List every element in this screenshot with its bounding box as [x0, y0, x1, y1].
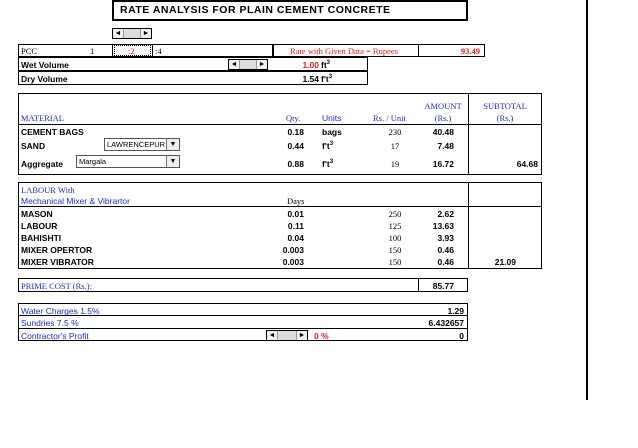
- divider: [112, 44, 113, 57]
- ratio-b[interactable]: :2: [128, 46, 135, 56]
- labour-name: MASON: [21, 209, 53, 219]
- subtotal-header-unit: (Rs.): [496, 113, 514, 123]
- contractor-profit-value: 0: [459, 331, 464, 341]
- material-unit: $f't^3$: [322, 158, 334, 169]
- spin-track[interactable]: [278, 331, 296, 340]
- sand-source-select[interactable]: [104, 138, 180, 151]
- chevron-down-icon[interactable]: ▼: [166, 139, 179, 150]
- labour-days: 0.003: [282, 257, 304, 267]
- labour-amount: 13.63: [432, 221, 454, 231]
- given-data-label: Rate with Given Data = Rupees: [290, 46, 398, 56]
- wet-volume-value: 1.00: [302, 60, 319, 70]
- material-qty: 0.18: [287, 127, 304, 137]
- labour-days: 0.04: [287, 233, 304, 243]
- pcc-label: PCC: [21, 46, 38, 56]
- labour-header-underline: [18, 206, 542, 207]
- divider: [152, 44, 153, 57]
- labour-title: LABOUR With: [21, 185, 75, 195]
- ratio-c: :4: [155, 46, 162, 56]
- labour-amount: 2.62: [437, 209, 454, 219]
- contractor-profit-label: Contractor's Profit: [21, 331, 89, 341]
- material-rate: 19: [390, 159, 400, 169]
- material-name: SAND: [21, 141, 46, 151]
- header-underline: [18, 124, 542, 125]
- material-rate: 17: [390, 141, 400, 151]
- material-amount: 7.48: [437, 141, 454, 151]
- material-name: CEMENT BAGS: [21, 127, 84, 137]
- labour-amount: 3.93: [437, 233, 454, 243]
- labour-name: MIXER OPERTOR: [21, 245, 93, 255]
- spin-left-icon[interactable]: ◄: [113, 29, 124, 38]
- labour-rate: 150: [388, 245, 402, 255]
- material-amount: 40.48: [432, 127, 454, 137]
- labour-name: LABOUR: [21, 221, 58, 231]
- labour-name: MIXER VIBRATOR: [21, 257, 94, 267]
- subtotal-divider: [468, 182, 469, 269]
- subtotal-header: SUBTOTAL: [483, 101, 527, 111]
- spin-left-icon[interactable]: ◄: [229, 60, 240, 69]
- water-charges-label: Water Charges 1.5%: [21, 306, 100, 316]
- spin-track[interactable]: [124, 29, 140, 38]
- sand-source-value: LAWRENCEPUR: [107, 140, 166, 149]
- aggregate-source-select[interactable]: [76, 155, 180, 168]
- wet-volume-spinner[interactable]: [228, 59, 268, 70]
- sundries-label: Sundries 7.5 %: [21, 318, 79, 328]
- dry-volume-unit: $f't^3$: [321, 73, 333, 84]
- aggregate-source-value: Margala: [79, 157, 107, 166]
- sundries-value: 6.432657: [428, 318, 464, 328]
- wet-volume-unit: $ft^3$: [321, 59, 331, 70]
- profit-spinner[interactable]: [266, 330, 308, 341]
- dry-volume-value: 1.54: [302, 74, 319, 84]
- chevron-down-icon[interactable]: ▼: [166, 156, 179, 167]
- material-unit: $f't^3$: [322, 140, 334, 151]
- labour-subtotal: 21.09: [494, 257, 516, 267]
- divider: [18, 328, 468, 329]
- prime-cost-value: 85.77: [432, 281, 454, 291]
- labour-rate: 125: [388, 221, 402, 231]
- page-title: RATE ANALYSIS FOR PLAIN CEMENT CONCRETE: [120, 4, 391, 16]
- rate-header: Rs. / Unit: [373, 113, 406, 123]
- qty-header: Qty.: [286, 113, 301, 123]
- material-qty: 0.88: [287, 159, 304, 169]
- units-header: Units: [322, 113, 342, 123]
- right-border: [586, 0, 588, 400]
- prime-cost-label: PRIME COST (Rs.):: [21, 281, 92, 291]
- amount-header: AMOUNT: [424, 101, 462, 111]
- labour-days: 0.11: [287, 221, 304, 231]
- spin-right-icon[interactable]: ►: [140, 29, 151, 38]
- wet-volume-label: Wet Volume: [21, 60, 69, 70]
- subtotal-divider: [468, 93, 469, 175]
- labour-amount: 0.46: [437, 245, 454, 255]
- material-name: Aggregate: [21, 159, 64, 169]
- days-header: Days: [287, 196, 305, 206]
- material-amount: 16.72: [432, 159, 454, 169]
- spin-right-icon[interactable]: ►: [256, 60, 267, 69]
- material-rate: 230: [388, 127, 402, 137]
- labour-days: 0.003: [282, 245, 304, 255]
- material-header: MATERIAL: [21, 113, 64, 123]
- material-subtotal: 64.68: [516, 159, 538, 169]
- ratio-a: 1: [90, 46, 95, 56]
- material-unit: bags: [322, 127, 342, 137]
- spin-left-icon[interactable]: ◄: [267, 331, 278, 340]
- ratio-spinner[interactable]: [112, 28, 152, 39]
- labour-rate: 150: [388, 257, 402, 267]
- labour-rate: 250: [388, 209, 402, 219]
- labour-subtitle: Mechanical Mixer & Vibrartor: [21, 196, 130, 206]
- labour-amount: 0.46: [437, 257, 454, 267]
- profit-percent: 0 %: [314, 331, 329, 341]
- material-qty: 0.44: [287, 141, 304, 151]
- labour-name: BAHISHTI: [21, 233, 62, 243]
- spin-right-icon[interactable]: ►: [296, 331, 307, 340]
- given-data-value: 93.49: [460, 46, 480, 56]
- water-charges-value: 1.29: [447, 306, 464, 316]
- spin-track[interactable]: [240, 60, 256, 69]
- labour-days: 0.01: [287, 209, 304, 219]
- dry-volume-label: Dry Volume: [21, 74, 68, 84]
- amount-header-unit: (Rs.): [434, 113, 452, 123]
- labour-rate: 100: [388, 233, 402, 243]
